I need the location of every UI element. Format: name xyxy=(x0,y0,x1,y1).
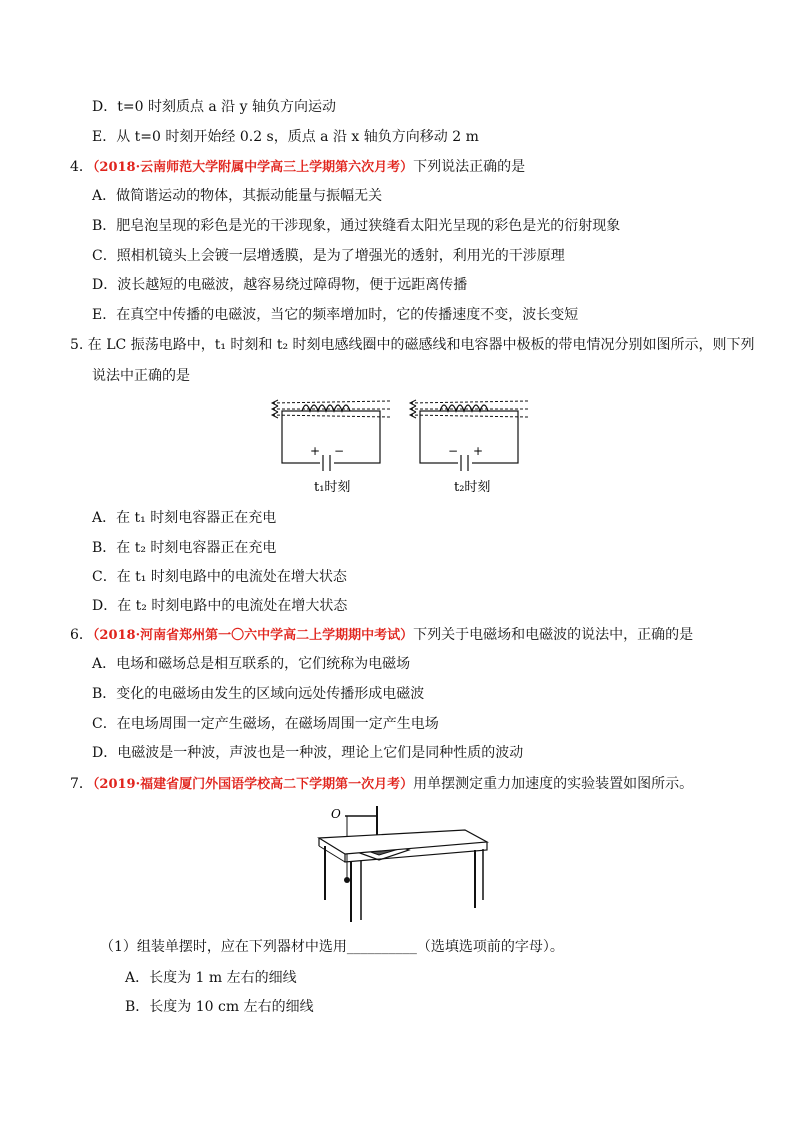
q7-stem: 用单摆测定重力加速度的实验装置如图所示。 xyxy=(413,776,694,792)
q4-option-a: A．做简谐运动的物体，其振动能量与振幅无关 xyxy=(92,188,383,204)
lc-circuit-figure xyxy=(268,393,530,503)
q7-option-a: A．长度为 1 m 左右的细线 xyxy=(125,970,297,986)
q6-option-d: D．电磁波是一种波，声波也是一种波，理论上它们是同种性质的波动 xyxy=(92,745,524,761)
q7-option-b: B．长度为 10 cm 左右的细线 xyxy=(125,999,314,1015)
q6-stem: 下列关于电磁场和电磁波的说法中，正确的是 xyxy=(413,627,694,643)
t1-label: t₁时刻 xyxy=(314,480,351,495)
t2-minus-sign: − xyxy=(448,444,459,458)
q6-option-c: C．在电场周围一定产生磁场，在磁场周围一定产生电场 xyxy=(92,716,439,732)
q7-sub1: （1）组装单摆时，应在下列器材中选用__________（选填选项前的字母）。 xyxy=(100,939,564,955)
q3-option-e: E．从 t=0 时刻开始经 0.2 s，质点 a 沿 x 轴负方向移动 2 m xyxy=(92,129,479,145)
q6-heading xyxy=(70,625,693,646)
q7-heading xyxy=(70,774,693,795)
q5-option-a: A．在 t₁ 时刻电容器正在充电 xyxy=(92,510,277,526)
t1-plus-sign: + xyxy=(310,444,321,458)
q6-source: （2018·河南省郑州第一〇六中学高二上学期期中考试） xyxy=(92,628,414,643)
q4-number: 4． xyxy=(70,159,93,175)
q4-option-d: D．波长越短的电磁波，越容易绕过障碍物，便于远距离传播 xyxy=(92,277,468,293)
t2-plus-sign: + xyxy=(473,444,484,458)
q4-source: （2018·云南师范大学附属中学高三上学期第六次月考） xyxy=(92,160,414,175)
q5-option-b: B．在 t₂ 时刻电容器正在充电 xyxy=(92,540,277,556)
q7-number: 7． xyxy=(70,776,93,792)
q4-option-e: E．在真空中传播的电磁波，当它的频率增加时，它的传播速度不变，波长变短 xyxy=(92,307,579,323)
q5-option-d: D．在 t₂ 时刻电路中的电流处在增大状态 xyxy=(92,598,348,614)
q6-option-b: B．变化的电磁场由发生的区域向远处传播形成电磁波 xyxy=(92,686,425,702)
t1-minus-sign: − xyxy=(334,444,345,458)
q5-stem-line2: 说法中正确的是 xyxy=(92,368,190,384)
q6-option-a: A．电场和磁场总是相互联系的，它们统称为电磁场 xyxy=(92,656,411,672)
q3-option-d: D．t=0 时刻质点 a 沿 y 轴负方向运动 xyxy=(92,99,336,115)
q4-stem: 下列说法正确的是 xyxy=(413,159,526,175)
q6-number: 6． xyxy=(70,627,93,643)
q4-option-b: B．肥皂泡呈现的彩色是光的干涉现象，通过狭缝看太阳光呈现的彩色是光的衍射现象 xyxy=(92,218,621,234)
t2-label: t₂时刻 xyxy=(454,480,491,495)
pivot-label: O xyxy=(331,807,341,821)
q4-heading xyxy=(70,157,525,178)
pendulum-figure xyxy=(315,800,490,925)
circuit-t1 xyxy=(272,400,390,495)
circuit-t2 xyxy=(410,400,528,495)
q5-option-c: C．在 t₁ 时刻电路中的电流处在增大状态 xyxy=(92,569,347,585)
q4-option-c: C．照相机镜头上会镀一层增透膜，是为了增强光的透射，利用光的干涉原理 xyxy=(92,248,565,264)
q5-stem-line1: 5. 在 LC 振荡电路中，t₁ 时刻和 t₂ 时刻电感线圈中的磁感线和电容器中极板的带电情况分别如图所示，则下列 xyxy=(70,337,755,353)
q7-source: （2019·福建省厦门外国语学校高二下学期第一次月考） xyxy=(92,777,414,792)
